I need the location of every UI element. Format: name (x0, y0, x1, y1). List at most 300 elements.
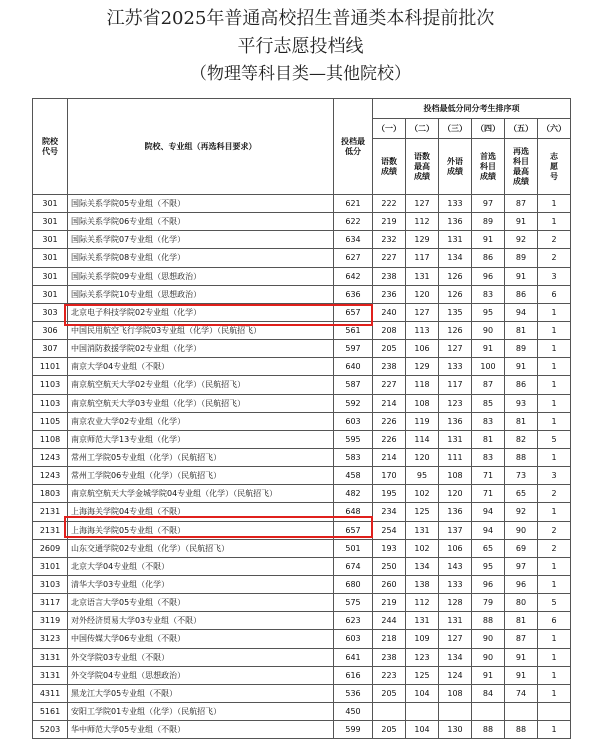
school-group-name: 黑龙江大学05专业组（不限） (68, 684, 334, 702)
rank-col1: 219 (373, 594, 406, 612)
rank-col3: 126 (439, 321, 472, 339)
table-row (33, 430, 571, 448)
rank-col3: 117 (439, 376, 472, 394)
page-subtitle: 平行志愿投档线 (237, 36, 364, 57)
table-row (33, 285, 571, 303)
rank-col1: 226 (373, 412, 406, 430)
rank-col3: 126 (439, 267, 472, 285)
school-code: 1803 (33, 485, 68, 503)
school-code: 3103 (33, 575, 68, 593)
school-group-name: 国际关系学院08专业组（化学） (68, 249, 334, 267)
school-code: 1103 (33, 376, 68, 394)
rank-col3: 123 (439, 394, 472, 412)
rank-col2: 119 (406, 412, 439, 430)
min-score: 642 (334, 267, 373, 285)
rank-col5: 86 (505, 376, 538, 394)
rank-col5: 65 (505, 485, 538, 503)
rank-col2: 125 (406, 503, 439, 521)
min-score: 674 (334, 557, 373, 575)
rank-col5: 91 (505, 666, 538, 684)
rank-col1: 219 (373, 213, 406, 231)
rank-col1: 238 (373, 267, 406, 285)
table-row (33, 666, 571, 684)
rank-col4: 89 (472, 213, 505, 231)
header-col3-num: （三） (439, 119, 472, 139)
table-row (33, 575, 571, 593)
rank-col3: 136 (439, 213, 472, 231)
rank-col5: 92 (505, 503, 538, 521)
rank-col3: 137 (439, 521, 472, 539)
rank-col3: 143 (439, 557, 472, 575)
rank-col5 (505, 702, 538, 720)
rank-col6: 1 (538, 684, 571, 702)
rank-col5: 80 (505, 594, 538, 612)
rank-col4: 90 (472, 321, 505, 339)
school-group-name: 南京农业大学02专业组（化学） (68, 412, 334, 430)
rank-col1: 205 (373, 684, 406, 702)
rank-col5: 91 (505, 358, 538, 376)
rank-col6: 1 (538, 557, 571, 575)
school-group-name: 常州工学院05专业组（化学）（民航招飞） (68, 448, 334, 466)
min-score: 595 (334, 430, 373, 448)
header-col3-label: 外语成绩 (439, 139, 472, 195)
min-score: 680 (334, 575, 373, 593)
header-col5-label: 再选科目最高成绩 (505, 139, 538, 195)
rank-col3: 134 (439, 648, 472, 666)
rank-col5: 87 (505, 630, 538, 648)
table-row (33, 448, 571, 466)
rank-col1: 195 (373, 485, 406, 503)
rank-col5: 89 (505, 340, 538, 358)
rank-col3: 127 (439, 630, 472, 648)
rank-col6: 3 (538, 267, 571, 285)
rank-col2: 138 (406, 575, 439, 593)
rank-col5: 73 (505, 467, 538, 485)
rank-col2: 102 (406, 485, 439, 503)
rank-col2: 120 (406, 448, 439, 466)
school-group-name: 南京航空航天大学03专业组（化学）（民航招飞） (68, 394, 334, 412)
table-row (33, 231, 571, 249)
min-score: 482 (334, 485, 373, 503)
rank-col2: 131 (406, 267, 439, 285)
min-score: 587 (334, 376, 373, 394)
rank-col4: 100 (472, 358, 505, 376)
school-group-name: 南京航空航天大学金城学院04专业组（化学）（民航招飞） (68, 485, 334, 503)
table-row (33, 303, 571, 321)
rank-col4: 81 (472, 430, 505, 448)
school-group-name: 北京电子科技学院02专业组（化学） (68, 303, 334, 321)
rank-col2: 112 (406, 213, 439, 231)
rank-col2: 95 (406, 467, 439, 485)
table-row (33, 249, 571, 267)
min-score: 536 (334, 684, 373, 702)
school-code: 3101 (33, 557, 68, 575)
rank-col3: 108 (439, 684, 472, 702)
rank-col3: 131 (439, 231, 472, 249)
rank-col4: 96 (472, 267, 505, 285)
min-score: 634 (334, 231, 373, 249)
rank-col4: 83 (472, 285, 505, 303)
rank-col5: 82 (505, 430, 538, 448)
rank-col1: 238 (373, 648, 406, 666)
rank-col5: 91 (505, 213, 538, 231)
school-code: 1108 (33, 430, 68, 448)
rank-col5: 88 (505, 448, 538, 466)
rank-col2: 131 (406, 612, 439, 630)
rank-col5: 88 (505, 721, 538, 739)
rank-col3: 134 (439, 249, 472, 267)
min-score: 450 (334, 702, 373, 720)
min-score: 616 (334, 666, 373, 684)
rank-col6: 2 (538, 249, 571, 267)
rank-col1: 223 (373, 666, 406, 684)
min-score: 583 (334, 448, 373, 466)
header-min-score: 投档最低分 (334, 99, 373, 195)
school-group-name: 外交学院03专业组（不限） (68, 648, 334, 666)
min-score: 599 (334, 721, 373, 739)
school-code: 301 (33, 213, 68, 231)
table-row (33, 394, 571, 412)
table-row (33, 485, 571, 503)
school-code: 303 (33, 303, 68, 321)
rank-col3: 120 (439, 485, 472, 503)
page-category: （物理等科目类—其他院校） (190, 64, 411, 84)
rank-col4: 95 (472, 557, 505, 575)
rank-col5: 81 (505, 321, 538, 339)
rank-col5: 92 (505, 231, 538, 249)
school-group-name: 国际关系学院10专业组（思想政治） (68, 285, 334, 303)
min-score: 627 (334, 249, 373, 267)
rank-col1: 260 (373, 575, 406, 593)
rank-col1: 238 (373, 358, 406, 376)
header-col6-label: 志愿号 (538, 139, 571, 195)
rank-col2: 123 (406, 648, 439, 666)
min-score: 636 (334, 285, 373, 303)
rank-col2: 104 (406, 684, 439, 702)
rank-col5: 81 (505, 612, 538, 630)
rank-col5: 90 (505, 521, 538, 539)
rank-col1: 240 (373, 303, 406, 321)
rank-col2 (406, 702, 439, 720)
rank-col2: 127 (406, 303, 439, 321)
rank-col4: 96 (472, 575, 505, 593)
rank-col2: 120 (406, 285, 439, 303)
rank-col4: 65 (472, 539, 505, 557)
header-col2-num: （二） (406, 119, 439, 139)
min-score: 603 (334, 630, 373, 648)
rank-col4: 83 (472, 448, 505, 466)
school-group-name: 山东交通学院02专业组（化学）（民航招飞） (68, 539, 334, 557)
min-score: 597 (334, 340, 373, 358)
school-code: 3119 (33, 612, 68, 630)
rank-col5: 94 (505, 303, 538, 321)
table-row (33, 721, 571, 739)
table-row (33, 358, 571, 376)
school-code: 2131 (33, 521, 68, 539)
rank-col1: 205 (373, 721, 406, 739)
school-code: 3123 (33, 630, 68, 648)
rank-col4: 86 (472, 249, 505, 267)
rank-col1: 226 (373, 430, 406, 448)
rank-col1 (373, 702, 406, 720)
rank-col5: 87 (505, 195, 538, 213)
rank-col4: 90 (472, 648, 505, 666)
rank-col6: 6 (538, 612, 571, 630)
rank-col6: 1 (538, 648, 571, 666)
rank-col6: 1 (538, 195, 571, 213)
rank-col2: 127 (406, 195, 439, 213)
rank-col4: 90 (472, 630, 505, 648)
min-score: 561 (334, 321, 373, 339)
school-group-name: 南京大学04专业组（不限） (68, 358, 334, 376)
min-score: 657 (334, 303, 373, 321)
rank-col4: 88 (472, 721, 505, 739)
table-row (33, 702, 571, 720)
rank-col6: 5 (538, 594, 571, 612)
rank-col1: 244 (373, 612, 406, 630)
min-score: 575 (334, 594, 373, 612)
school-group-name: 国际关系学院07专业组（化学） (68, 231, 334, 249)
school-group-name: 华中师范大学05专业组（不限） (68, 721, 334, 739)
min-score: 603 (334, 412, 373, 430)
rank-col1: 218 (373, 630, 406, 648)
header-name: 院校、专业组（再选科目要求） (68, 99, 334, 195)
school-group-name: 国际关系学院09专业组（思想政治） (68, 267, 334, 285)
rank-col1: 236 (373, 285, 406, 303)
rank-col4: 88 (472, 612, 505, 630)
rank-col1: 222 (373, 195, 406, 213)
rank-col3: 133 (439, 195, 472, 213)
rank-col5: 96 (505, 575, 538, 593)
school-group-name: 上海海关学院05专业组（不限） (68, 521, 334, 539)
min-score: 622 (334, 213, 373, 231)
rank-col4: 91 (472, 666, 505, 684)
table-row (33, 213, 571, 231)
rank-col4: 91 (472, 231, 505, 249)
page-title: 江苏省2025年普通高校招生普通类本科提前批次 (106, 8, 495, 29)
school-group-name: 中国传媒大学06专业组（不限） (68, 630, 334, 648)
rank-col1: 208 (373, 321, 406, 339)
rank-col3: 131 (439, 612, 472, 630)
school-group-name: 北京语言大学05专业组（不限） (68, 594, 334, 612)
table-row (33, 648, 571, 666)
rank-col2: 134 (406, 557, 439, 575)
rank-col5: 86 (505, 285, 538, 303)
rank-col6: 2 (538, 521, 571, 539)
rank-col1: 232 (373, 231, 406, 249)
rank-col3: 128 (439, 594, 472, 612)
rank-col6: 1 (538, 721, 571, 739)
rank-col3: 133 (439, 358, 472, 376)
rank-col4: 95 (472, 303, 505, 321)
school-code: 301 (33, 285, 68, 303)
table-row (33, 539, 571, 557)
school-code: 5203 (33, 721, 68, 739)
rank-col4 (472, 702, 505, 720)
rank-col5: 91 (505, 648, 538, 666)
rank-col4: 83 (472, 412, 505, 430)
table-row (33, 594, 571, 612)
table-row (33, 267, 571, 285)
rank-col3: 136 (439, 412, 472, 430)
rank-col2: 113 (406, 321, 439, 339)
min-score: 621 (334, 195, 373, 213)
min-score: 623 (334, 612, 373, 630)
school-group-name: 清华大学03专业组（化学） (68, 575, 334, 593)
school-code: 5161 (33, 702, 68, 720)
rank-col2: 117 (406, 249, 439, 267)
rank-col3: 124 (439, 666, 472, 684)
rank-col1: 227 (373, 249, 406, 267)
rank-col4: 94 (472, 521, 505, 539)
rank-col1: 214 (373, 394, 406, 412)
school-code: 2131 (33, 503, 68, 521)
rank-col6: 1 (538, 630, 571, 648)
min-score: 640 (334, 358, 373, 376)
rank-col6: 1 (538, 213, 571, 231)
rank-col4: 71 (472, 485, 505, 503)
rank-col6: 1 (538, 666, 571, 684)
rank-col1: 234 (373, 503, 406, 521)
school-group-name: 国际关系学院05专业组（不限） (68, 195, 334, 213)
rank-col6: 6 (538, 285, 571, 303)
rank-col1: 193 (373, 539, 406, 557)
rank-col4: 91 (472, 340, 505, 358)
rank-col3: 135 (439, 303, 472, 321)
school-group-name: 常州工学院06专业组（化学）（民航招飞） (68, 467, 334, 485)
school-group-name: 安阳工学院01专业组（化学）（民航招飞） (68, 702, 334, 720)
rank-col2: 109 (406, 630, 439, 648)
header-code: 院校代号 (33, 99, 68, 195)
rank-col6: 1 (538, 303, 571, 321)
min-score: 641 (334, 648, 373, 666)
rank-col3: 136 (439, 503, 472, 521)
rank-col6: 2 (538, 231, 571, 249)
rank-col2: 118 (406, 376, 439, 394)
rank-col2: 106 (406, 340, 439, 358)
header-col4-label: 首选科目成绩 (472, 139, 505, 195)
rank-col6: 1 (538, 358, 571, 376)
table-row (33, 376, 571, 394)
rank-col4: 87 (472, 376, 505, 394)
min-score: 458 (334, 467, 373, 485)
school-code: 1101 (33, 358, 68, 376)
school-group-name: 中国民用航空飞行学院03专业组（化学）（民航招飞） (68, 321, 334, 339)
school-code: 1243 (33, 448, 68, 466)
rank-col2: 129 (406, 358, 439, 376)
rank-col3: 108 (439, 467, 472, 485)
rank-col4: 85 (472, 394, 505, 412)
rank-col6: 1 (538, 448, 571, 466)
rank-col1: 205 (373, 340, 406, 358)
table-row (33, 684, 571, 702)
rank-col5: 89 (505, 249, 538, 267)
admission-table (32, 98, 571, 739)
rank-col2: 102 (406, 539, 439, 557)
table-row (33, 321, 571, 339)
school-code: 301 (33, 267, 68, 285)
header-col2-label: 语数最高成绩 (406, 139, 439, 195)
rank-col6: 3 (538, 467, 571, 485)
rank-col2: 104 (406, 721, 439, 739)
rank-col1: 250 (373, 557, 406, 575)
school-code: 307 (33, 340, 68, 358)
min-score: 657 (334, 521, 373, 539)
header-col6-num: （六） (538, 119, 571, 139)
rank-col1: 170 (373, 467, 406, 485)
table-row (33, 412, 571, 430)
rank-col4: 84 (472, 684, 505, 702)
rank-col5: 69 (505, 539, 538, 557)
header-rank-group: 投档最低分同分考生排序项 (373, 99, 571, 119)
rank-col3: 111 (439, 448, 472, 466)
rank-col3: 133 (439, 575, 472, 593)
rank-col3: 131 (439, 430, 472, 448)
school-code: 3117 (33, 594, 68, 612)
rank-col6: 5 (538, 430, 571, 448)
header-col5-num: （五） (505, 119, 538, 139)
rank-col1: 254 (373, 521, 406, 539)
header-col1-label: 语数成绩 (373, 139, 406, 195)
header-col1-num: （一） (373, 119, 406, 139)
rank-col6: 1 (538, 575, 571, 593)
rank-col5: 97 (505, 557, 538, 575)
rank-col5: 81 (505, 412, 538, 430)
rank-col2: 125 (406, 666, 439, 684)
rank-col3 (439, 702, 472, 720)
school-group-name: 南京航空航天大学02专业组（化学）（民航招飞） (68, 376, 334, 394)
min-score: 592 (334, 394, 373, 412)
school-group-name: 对外经济贸易大学03专业组（不限） (68, 612, 334, 630)
rank-col4: 79 (472, 594, 505, 612)
rank-col6: 1 (538, 394, 571, 412)
rank-col4: 94 (472, 503, 505, 521)
rank-col6: 1 (538, 412, 571, 430)
rank-col3: 126 (439, 285, 472, 303)
table-row (33, 630, 571, 648)
school-group-name: 北京大学04专业组（不限） (68, 557, 334, 575)
rank-col5: 91 (505, 267, 538, 285)
rank-col6: 1 (538, 503, 571, 521)
rank-col5: 74 (505, 684, 538, 702)
school-code: 3131 (33, 648, 68, 666)
school-group-name: 南京师范大学13专业组（化学） (68, 430, 334, 448)
rank-col6: 2 (538, 539, 571, 557)
rank-col5: 93 (505, 394, 538, 412)
min-score: 648 (334, 503, 373, 521)
school-code: 1105 (33, 412, 68, 430)
rank-col2: 114 (406, 430, 439, 448)
rank-col1: 214 (373, 448, 406, 466)
rank-col2: 108 (406, 394, 439, 412)
rank-col3: 130 (439, 721, 472, 739)
table-row (33, 340, 571, 358)
school-code: 1103 (33, 394, 68, 412)
school-group-name: 中国消防救援学院02专业组（化学） (68, 340, 334, 358)
rank-col2: 112 (406, 594, 439, 612)
school-code: 301 (33, 231, 68, 249)
table-row (33, 557, 571, 575)
min-score: 501 (334, 539, 373, 557)
rank-col6: 1 (538, 340, 571, 358)
header-col4-num: （四） (472, 119, 505, 139)
table-row (33, 521, 571, 539)
school-code: 301 (33, 195, 68, 213)
table-row (33, 503, 571, 521)
school-code: 4311 (33, 684, 68, 702)
school-group-name: 上海海关学院04专业组（不限） (68, 503, 334, 521)
school-code: 301 (33, 249, 68, 267)
